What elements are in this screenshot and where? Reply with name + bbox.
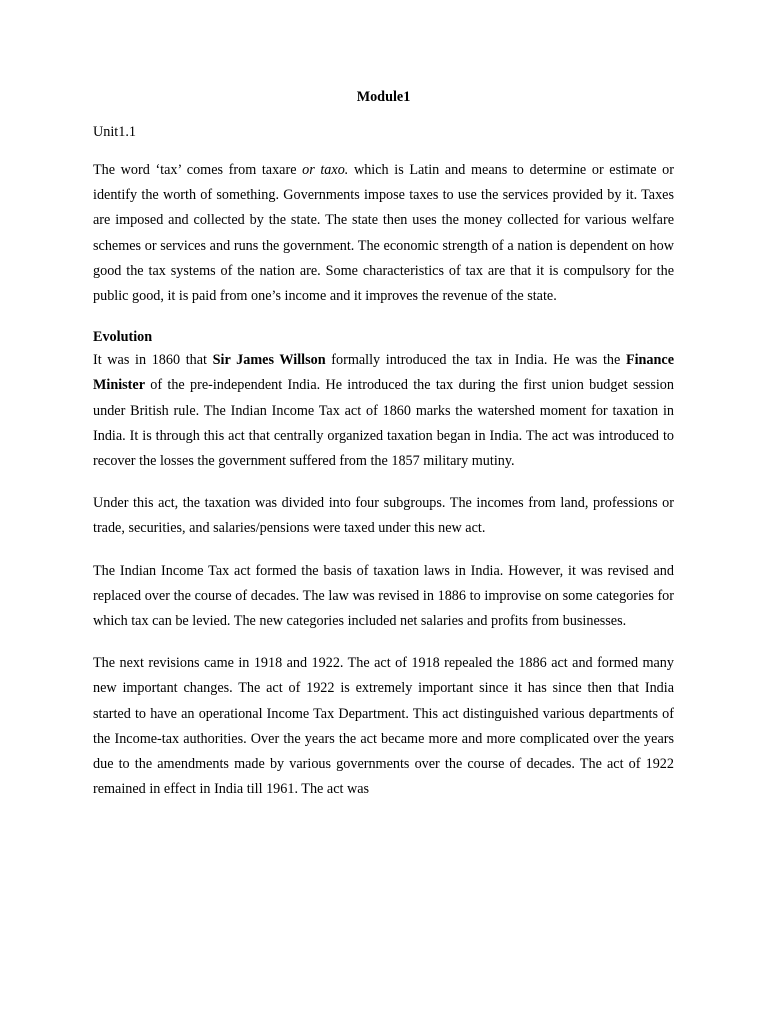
sir-james-willson-name: Sir James Willson — [212, 352, 326, 369]
evolution-paragraph — [93, 348, 674, 474]
unit-label: Unit1.1 — [93, 124, 136, 140]
evolution-heading: Evolution — [93, 329, 153, 346]
intro-text-start: The word ‘tax’ comes from taxare — [93, 162, 303, 178]
subgroups-paragraph: Under this act, the taxation was divided into four subgroups. The incomes from land, professions or trade, securities, and salaries/pensions were taxed under this new act. — [93, 495, 674, 537]
evolution-text-2: formally introduced the tax in India. He was the — [325, 352, 626, 369]
finance-minister-title: Finance Minister — [93, 352, 675, 394]
evolution-text-3: of the pre-independent India. He introduced the tax during the first union budget session under British rule. The Indian Income Tax act of 1860 marks the watershed moment for taxation in India. It is through this act that centrally organized taxation began in India. The act was introduced to recover the losses the government suffered from the 1857 military mutiny. — [93, 377, 674, 470]
intro-italic-term: or taxo. — [302, 162, 349, 178]
document-body — [93, 88, 674, 819]
intro-text-rest: which is Latin and means to determine or estimate or identify the worth of something. Governments impose taxes to use the services provided by it. Taxes are imposed and collected by the state. The state then uses the money collected for various welfare schemes or services and runs the government. The economic strength of a nation is dependent on how good the tax systems of the nation are. Some characteristics of tax are that it is compulsory for the public good, it is paid from one’s income and it improves the revenue of the state. — [93, 162, 674, 305]
revision-paragraph: The Indian Income Tax act formed the basis of taxation laws in India. However, it was revised and replaced over the course of decades. The law was revised in 1886 to improvise on some categories for which tax can be levied. The new categories included net salaries and profits from businesses. — [93, 562, 674, 630]
intro-paragraph — [93, 158, 674, 309]
evolution-text-1: It was in 1860 that — [93, 352, 213, 369]
module-title: Module1 — [356, 89, 411, 105]
later-revisions-paragraph: The next revisions came in 1918 and 1922. The act of 1918 repealed the 1886 act and formed many new important changes. The act of 1922 is extremely important since it has since then that India started to have an operational Income Tax Department. This act distinguished various departments of the Income-tax authorities. Over the years the act became more and more complicated over the years due to the amendments made by various governments over the course of decades. The act of 1922 remained in effect in India till 1961. The act was — [93, 655, 674, 798]
